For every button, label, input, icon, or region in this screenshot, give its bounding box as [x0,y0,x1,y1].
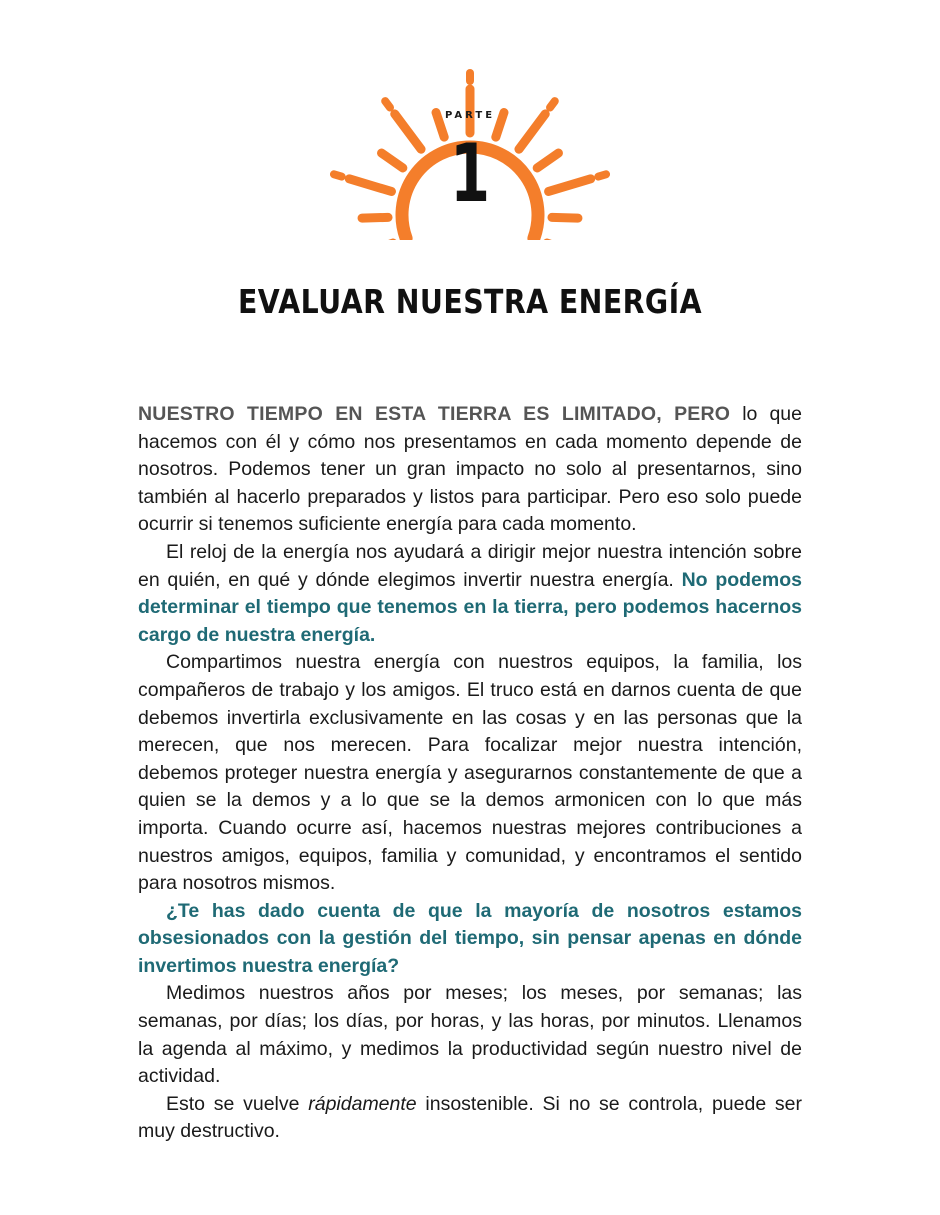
sun-ray [395,114,421,149]
part-label: PARTE [444,110,496,121]
paragraph-3 [138,649,802,897]
part-number: 1 [449,127,491,220]
paragraph-1-text: lo que hacemos con él y cómo nos presentamos en cada momento depende de nosotros. Podemos tener un gran impacto no solo al presentarnos, sino también al hacerlo preparados y listos para participar. Pero eso solo puede ocurrir si tenemos suficiente energía para cada momento. [138,403,802,536]
paragraph-4-highlight: ¿Te has dado cuenta de que la mayoría de nosotros estamos obsesionados con la gestión del tiempo, sin pensar apenas en dónde invertimos nuestra energía? [138,899,802,977]
paragraph-6-text-before: Esto se vuelve [166,1092,309,1115]
sun-ray-tip [385,101,390,107]
paragraph-6 [138,1091,802,1146]
paragraph-2 [138,539,802,649]
sun-ray [552,217,578,218]
paragraph-2-highlight: No podemos determinar el tiempo que tenemos en la tierra, pero podemos hacernos cargo de nuestra energía. [138,568,802,646]
paragraph-3-text: Compartimos nuestra energía con nuestros equipos, la familia, los compañeros de trabajo y los amigos. El truco está en darnos cuenta de que debemos invertirla exclusivamente en las cosas y en las personas que la merecen, que nos merecen. Para focalizar mejor nuestra intención, debemos proteger nuestra energía y asegurarnos constantemente de que a quien se la demos y a lo que se la demos armonicen con lo que más importa. Cuando ocurre así, hacemos nuestras mejores contribuciones a nuestros amigos, equipos, familia y comunidad, y encontramos el sentido para nosotros mismos. [138,651,802,895]
sun-ray [537,153,558,168]
sun-ray-tip [550,101,555,107]
paragraph-6-text-after: insostenible. Si no se controla, puede ser muy destructivo. [138,1092,803,1143]
sun-ray-tip [598,174,606,176]
paragraph-5 [138,980,802,1090]
paragraph-5-text: Medimos nuestros años por meses; los meses, por semanas; las semanas, por días; los días, por horas, y las horas, por minutos. Llenamos la agenda al máximo, y medimos la productividad según nuestro nivel de actividad. [138,982,802,1088]
paragraph-2-text: El reloj de la energía nos ayudará a dirigir mejor nuestra intención sobre en quién, en qué y dónde elegimos invertir nuestra energía. [138,540,802,591]
body-text [138,401,802,1146]
sun-ray [382,153,403,168]
lead-in-caps: NUESTRO TIEMPO EN ESTA TIERRA ES LIMITADO, PERO [138,403,731,425]
paragraph-1 [138,401,802,539]
chapter-title: EVALUAR NUESTRA ENERGÍA [237,282,703,321]
sun-ray [549,179,591,192]
sun-ray [349,179,391,192]
sun-ray-tip [334,174,342,176]
paragraph-4 [138,898,802,981]
sun-ray [362,217,388,218]
sun-ray [519,114,545,149]
paragraph-6-emphasis: rápidamente [308,1092,417,1115]
